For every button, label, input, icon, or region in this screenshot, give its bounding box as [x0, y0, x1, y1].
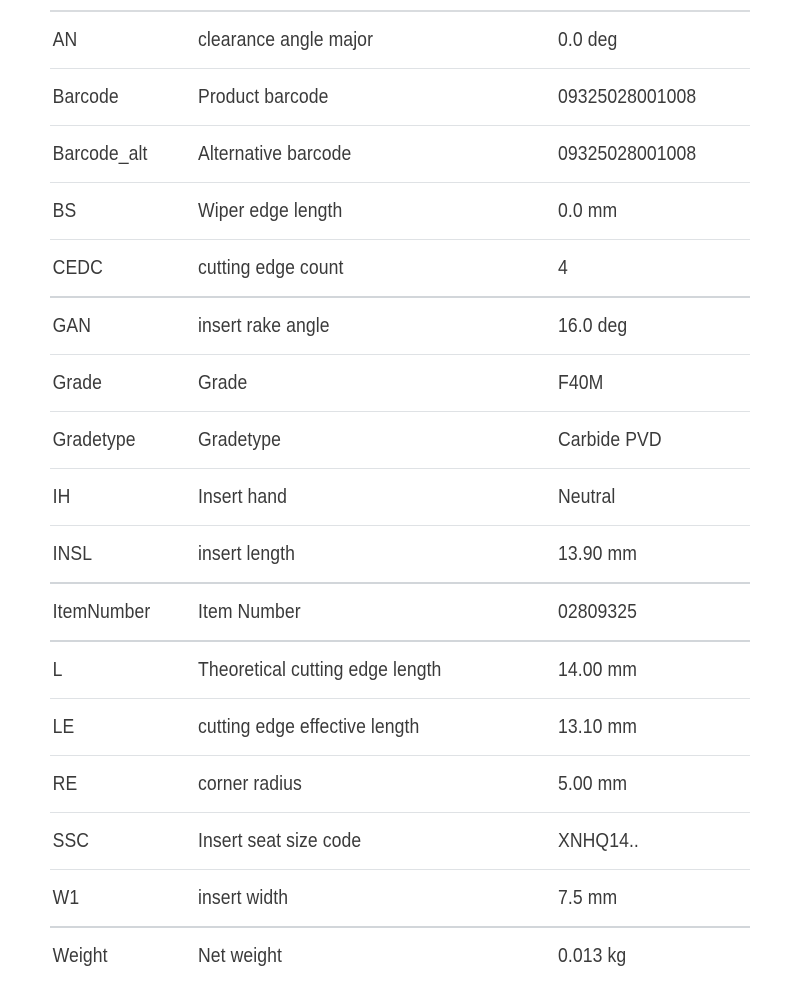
- row-description: Item Number: [198, 600, 301, 623]
- row-description: insert length: [198, 542, 296, 565]
- table-row: [50, 584, 750, 642]
- row-description: cutting edge count: [198, 256, 344, 279]
- row-code: GAN: [52, 314, 92, 337]
- table-row: [50, 642, 750, 699]
- table-row: [50, 699, 750, 756]
- row-value: 09325028001008: [558, 85, 697, 108]
- row-description: Wiper edge length: [198, 199, 343, 222]
- table-row: [50, 469, 750, 526]
- row-value: 16.0 deg: [558, 314, 628, 337]
- table-row: [50, 412, 750, 469]
- row-code: Weight: [52, 944, 108, 967]
- table-row: [50, 355, 750, 412]
- row-value: 09325028001008: [558, 142, 697, 165]
- row-description: Theoretical cutting edge length: [198, 658, 442, 681]
- table-row: [50, 298, 750, 355]
- table-row: [50, 870, 750, 928]
- row-value: 14.00 mm: [558, 658, 637, 681]
- row-value: F40M: [558, 371, 604, 394]
- row-code: Grade: [52, 371, 103, 394]
- row-value: 5.00 mm: [558, 772, 628, 795]
- row-code: BS: [52, 199, 77, 222]
- table-row: [50, 126, 750, 183]
- table-row: [50, 526, 750, 584]
- row-description: Product barcode: [198, 85, 329, 108]
- row-value: 13.10 mm: [558, 715, 637, 738]
- row-description: Net weight: [198, 944, 283, 967]
- table-row: [50, 928, 750, 984]
- row-code: LE: [52, 715, 75, 738]
- row-value: 7.5 mm: [558, 886, 618, 909]
- table-row: [50, 813, 750, 870]
- table-row: [50, 183, 750, 240]
- row-value: 02809325: [558, 600, 638, 623]
- row-code: W1: [52, 886, 80, 909]
- row-value: XNHQ14..: [558, 829, 639, 852]
- row-description: corner radius: [198, 772, 302, 795]
- row-value: Neutral: [558, 485, 616, 508]
- row-description: cutting edge effective length: [198, 715, 420, 738]
- row-value: 0.0 deg: [558, 28, 618, 51]
- row-code: Gradetype: [52, 428, 136, 451]
- row-description: insert width: [198, 886, 289, 909]
- row-description: Alternative barcode: [198, 142, 352, 165]
- row-code: AN: [52, 28, 78, 51]
- row-code: IH: [52, 485, 71, 508]
- row-value: 13.90 mm: [558, 542, 637, 565]
- row-description: Insert seat size code: [198, 829, 362, 852]
- row-description: Gradetype: [198, 428, 281, 451]
- row-code: Barcode: [52, 85, 119, 108]
- row-code: RE: [52, 772, 78, 795]
- row-value: 0.0 mm: [558, 199, 618, 222]
- row-code: INSL: [52, 542, 93, 565]
- row-description: Insert hand: [198, 485, 288, 508]
- row-value: Carbide PVD: [558, 428, 662, 451]
- row-code: ItemNumber: [52, 600, 151, 623]
- row-code: Barcode_alt: [52, 142, 148, 165]
- spec-table: [50, 10, 750, 984]
- row-code: CEDC: [52, 256, 103, 279]
- row-code: L: [52, 658, 63, 681]
- table-row: [50, 69, 750, 126]
- row-description: clearance angle major: [198, 28, 374, 51]
- row-code: SSC: [52, 829, 90, 852]
- row-value: 4: [558, 256, 568, 279]
- row-value: 0.013 kg: [558, 944, 627, 967]
- row-description: Grade: [198, 371, 248, 394]
- row-description: insert rake angle: [198, 314, 330, 337]
- table-row: [50, 756, 750, 813]
- table-row: [50, 240, 750, 298]
- table-row: [50, 12, 750, 69]
